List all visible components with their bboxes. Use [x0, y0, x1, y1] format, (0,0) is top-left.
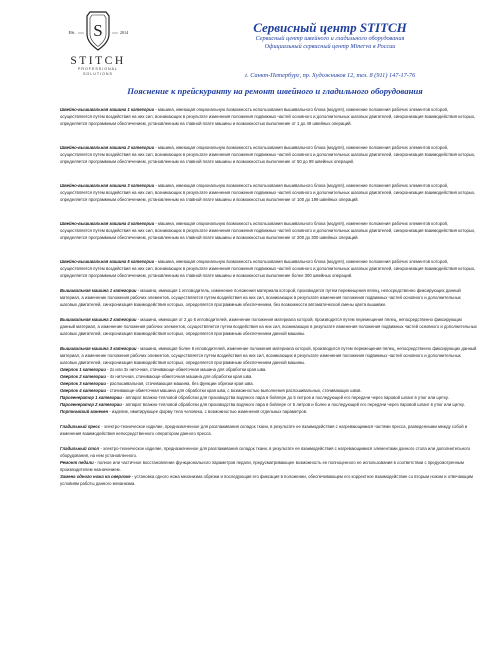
term: Оверлок 2 категории [60, 374, 106, 379]
definition: - машина, имеющая 1 игловодитель, изменение положения материала которой, производится путем перемещения пялец, непосредственно фиксирующих данный материал, а изменение положения рабочих элементов, осуществляется путем воздействия на них сил, возникающих в результате изменения положения подвижных частей основного и дополнительных шаговых двигателей, синхронизация взаимодействия которых, определяется программным обеспечением, без возможности автоматической смены цвета вышивки. [60, 288, 461, 307]
term: Оверлок 4 категории [60, 388, 106, 393]
paragraph [60, 445, 478, 459]
definition: - стачивающе-обметочная машина для обработки края шва, с возможностью выполнения распошивальных, стачивающих швов. [105, 388, 362, 393]
definition: - электро-техническое изделие, предназначенное для разглаживания складок ткани, в результате ее взаимодействия с нагревающимися элементами данного стола или дополнительного оборудования, на нем установленного. [60, 446, 471, 458]
svg-text:S: S [93, 21, 103, 40]
definition: - электро-техническое изделие, предназначенное для разглаживания складок ткани, в результате ее взаимодействия с нагревающимися частями пресса, разведенными между собой и изменения взаимодействия непосредственного оператором данного пресса. [60, 424, 468, 436]
paragraph [60, 106, 478, 127]
paragraph [60, 408, 478, 415]
definition: - 2х или 3х ниточная, стачивающе-обметочная машина для обработки края шва. [105, 367, 267, 372]
paragraph [60, 380, 478, 387]
brand-sub1: PROFESSIONAL [78, 67, 118, 71]
brand-name: STITCH [70, 55, 126, 67]
term: Оверлок 3 категории [60, 381, 106, 386]
paragraph [60, 373, 478, 380]
definition: - аппарат влажно-тепловой обработки для производства водяного пара в бойлере до 5 литров и последующей его передачи через паровой шланг в утюг или щетку. [121, 395, 449, 400]
term: Замена одного ножа на оверлоке [60, 474, 131, 479]
definition: - полное или частичное восстановление функционального параметров педали, предусматривающее возможность ее полноценного ее использования в соответствии с предусмотренным производителем назначением. [60, 460, 464, 472]
term: Швейно-вышивальная машина 2 категории [60, 145, 155, 150]
term: Вышивальная машина 3 категории [60, 346, 137, 351]
term: Гладильный стол [60, 446, 100, 451]
company-subtitle: Сервисный центр швейного и гладильного оборудования [255, 35, 405, 42]
definition: - изделие, имитирующее форму тела человека, с возможностью изменения отдельных параметров. [108, 409, 308, 414]
definition: - машина, имеющая опциональную возможность использования вышивального блока (модуля), изменение положения рабочих элементов которой, осуществляется путем воздействия на них сил, возникающих в результате изменения положения подвижных частей основного и дополнительных шаговых двигателей, синхронизация взаимодействия которых, определяется программным обеспечением, установленным на главной плате машины и возможностью выполнение от 200 до 300 швейных операций. [60, 221, 476, 240]
term: Вышивальная машина 2 категории [60, 317, 137, 322]
est-year: 2014 [119, 30, 129, 35]
definition: - аппарат влажно-тепловой обработки для производства водяного пара в бойлере от 5 литров и более и последующей его передачи через паровой шланг в утюг или щетку. [121, 402, 465, 407]
term: Парогенератор 2 категории [60, 402, 122, 407]
company-address: г. Санкт-Петербург, пр. Художников 12, тел. 8 (911) 147-17-76 [244, 72, 416, 79]
shield-logo-icon [60, 8, 136, 54]
paragraph [60, 423, 478, 437]
term: Гладильный пресс [60, 424, 101, 429]
definition: - машина, имеющая опциональную возможность использования вышивального блока (модуля), изменение положения рабочих элементов которой, осуществляется путем воздействия на них сил, возникающих в результате изменения положения подвижных частей основного и дополнительных шаговых двигателей, синхронизация взаимодействия которых, определяется программным обеспечением, установленным на главной плате машины и возможностью выполнение от 1 до 49 швейных операций. [60, 107, 476, 126]
document-title: Пояснение к прейскуранту на ремонт швейного и гладильного оборудования [127, 86, 423, 96]
brand-sub2: SOLUTIONS [83, 72, 113, 76]
definition: - машина, имеющая от 2 до 6 игловодителей, изменение положения материала которой, производится путем перемещения пялец, непосредственно фиксирующих данный материал, а изменение положения рабочих элементов, осуществляется путем воздействия на них сил, возникающих в результате изменения положения подвижных частей основного и дополнительных шаговых двигателей, синхронизация взаимодействия которых, определяется программным обеспечением данной машины. [60, 317, 477, 336]
company-title: Сервисный центр STITCH [253, 20, 407, 35]
definition: - распошивальная, стачивающая машина, без функции обрезки края шва. [105, 381, 254, 386]
paragraph [60, 401, 478, 408]
term: Парогенератор 1 категории [60, 395, 122, 400]
definition: - машина, имеющая опциональную возможность использования вышивального блока (модуля), изменение положения рабочих элементов которой, осуществляется путем воздействия на них сил, возникающих в результате изменения положения подвижных частей основного и дополнительных шаговых двигателей, синхронизация взаимодействия которых, определяется программным обеспечением, установленным на главной плате машины и возможностью выполнение от 50 до 99 швейных операций. [60, 145, 476, 164]
term: Вышивальная машина 1 категории [60, 288, 137, 293]
paragraph [60, 220, 478, 241]
term: Швейно-вышивальная машина 1 категории [60, 107, 155, 112]
paragraph [60, 366, 478, 373]
paragraph [60, 473, 478, 487]
stitch-logo [60, 8, 136, 77]
definition: - машина, имеющая опциональную возможность использования вышивального блока (модуля), изменение положения рабочих элементов которой, осуществляется путем воздействия на них сил, возникающих в результате изменения положения подвижных частей основного и дополнительных шаговых двигателей, синхронизация взаимодействия которых, определяется программным обеспечением, установленным на главной плате машины и возможностью выполнение от 100 до 199 швейных операций. [60, 183, 476, 202]
term: Оверлок 1 категории [60, 367, 106, 372]
definition: - 4х ниточная, стачивающе-обметочная машина для обработки края шва. [105, 374, 253, 379]
paragraph [60, 459, 478, 473]
definition: - машина, имеющая более 6 игловодителей, изменение положения материала которой, производится путем перемещения пялец, непосредственно фиксирующих данный материал, а изменение положения рабочих элементов, осуществляется путем воздействия на них сил, возникающих в результате изменения положения подвижных частей основного и дополнительных шаговых двигателей, синхронизация взаимодействия которых, определяется программным обеспечением данной машины. [60, 346, 477, 365]
term: Ремонт педали [60, 460, 94, 465]
paragraph [60, 345, 478, 366]
paragraph [60, 394, 478, 401]
paragraph [60, 258, 478, 279]
term: Швейно-вышивальная машина 5 категории [60, 259, 155, 264]
term: Швейно-вышивальная машина 4 категории [60, 221, 155, 226]
paragraph [60, 387, 478, 394]
definition: - установка одного ножа механизма обрезки и последующая его фиксация в положении, обеспечивающем его корректное взаимодействие со вторым ножом и отвечающим условиям работы данного механизма. [60, 474, 473, 486]
est-label: ESt. [68, 30, 76, 35]
term: Портновский манекен [60, 409, 109, 414]
paragraph [60, 316, 478, 337]
term: Швейно-вышивальная машина 3 категории [60, 183, 155, 188]
content [60, 106, 478, 487]
paragraph [60, 287, 478, 308]
header [170, 20, 490, 51]
paragraph [60, 182, 478, 203]
paragraph [60, 144, 478, 165]
definition: - машина, имеющая опциональную возможность использования вышивального блока (модуля), изменение положения рабочих элементов которой, осуществляется путем воздействия на них сил, возникающих в результате изменения положения подвижных частей основного и дополнительных шаговых двигателей, синхронизация взаимодействия которых, определяется программным обеспечением, установленным на главной плате машины и возможностью выполнение более 300 швейных операций. [60, 259, 476, 278]
company-official: Официальный сервисный центр Minerva в России [264, 43, 396, 50]
